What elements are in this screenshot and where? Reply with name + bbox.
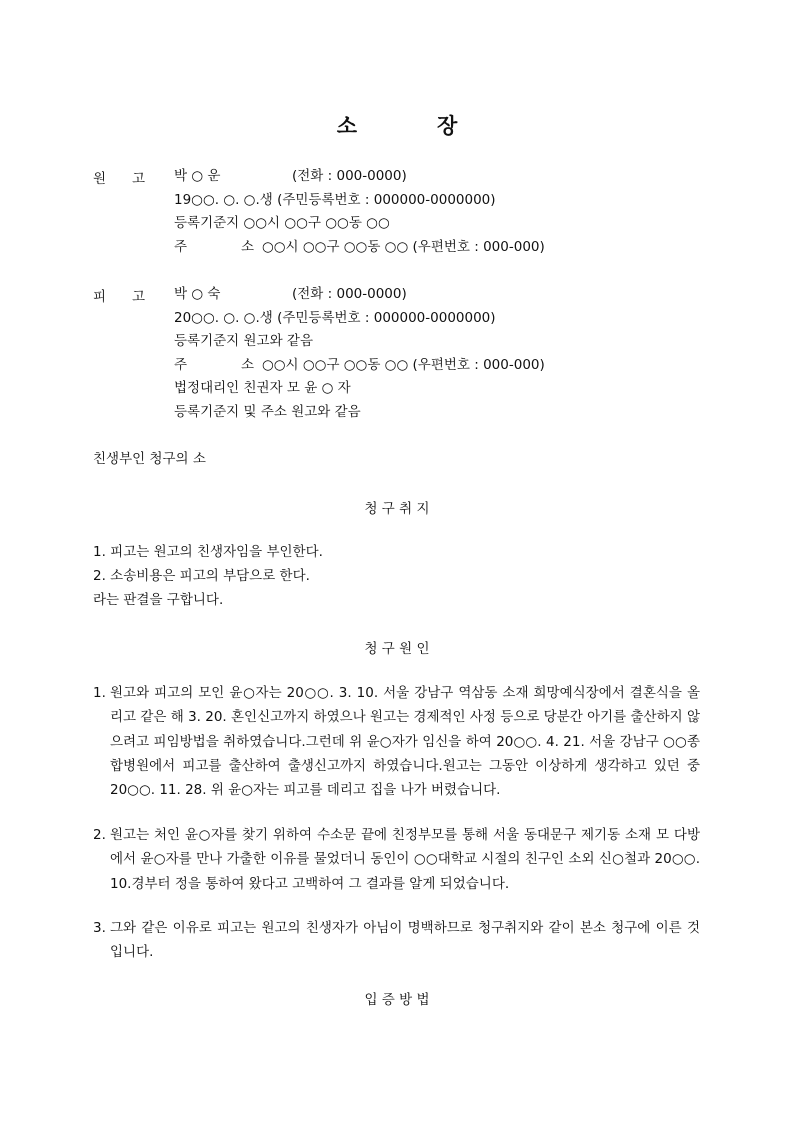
document-title <box>0 110 794 140</box>
defendant-address: ○○시 ○○구 ○○동 ○○ (우편번호 : 000-000) <box>262 357 545 373</box>
claim-cause-heading: 청 구 원 인 <box>364 641 430 657</box>
item-number: 3. <box>93 920 106 936</box>
claim-cause-item-1 <box>93 681 700 802</box>
item-text: 그와 같은 이유로 피고는 원고의 친생자가 아님이 명백하므로 청구취지와 같이 본소 청구에 이른 것입니다. <box>110 920 700 961</box>
claim-cause-item-2 <box>93 823 700 896</box>
item-number: 1. <box>93 685 106 701</box>
title-char-1: 소 <box>336 114 357 138</box>
defendant-label: 피 고 <box>93 289 146 305</box>
defendant-registry: 등록기준지 원고와 같음 <box>174 333 313 349</box>
item-text: 원고와 피고의 모인 윤○자는 20○○. 3. 10. 서울 강남구 역삼동 소재 희망예식장에서 결혼식을 올리고 같은 해 3. 20. 혼인신고까지 하였으나 원고는 경제적인 사정 등으로 당분간 아기를 출산하지 않으려고 피임방법을 취하였습니다.그런데 위 윤○자가 임신을 하여 20○○. 4. 21. 서울 강남구 ○○종합병원에서 피고를 출산하여 출생신고까지 하였습니다.원고는 그동안 이상하게 생각하고 있던 중 20○○. 11. 28. 위 윤○자는 피고를 데리고 집을 나가 버렸습니다. <box>110 685 700 799</box>
defendant-guardian-address: 등록기준지 및 주소 원고와 같음 <box>174 404 361 420</box>
plaintiff-registry: 등록기준지 ○○시 ○○구 ○○동 ○○ <box>174 215 390 231</box>
defendant-guardian: 법정대리인 친권자 모 윤 ○ 자 <box>174 380 351 396</box>
defendant-phone: (전화 : 000-0000) <box>292 286 407 302</box>
case-name: 친생부인 청구의 소 <box>93 451 206 467</box>
defendant-birth: 20○○. ○. ○.생 (주민등록번호 : 000000-0000000) <box>174 310 496 326</box>
plaintiff-birth: 19○○. ○. ○.생 (주민등록번호 : 000000-0000000) <box>174 192 496 208</box>
plaintiff-phone: (전화 : 000-0000) <box>292 168 407 184</box>
claim-cause-item-3 <box>93 916 700 965</box>
claim-purpose-heading: 청 구 취 지 <box>364 501 430 517</box>
plaintiff-address: ○○시 ○○구 ○○동 ○○ (우편번호 : 000-000) <box>262 239 545 255</box>
plaintiff-address-label: 주 소 <box>174 239 255 255</box>
defendant-name: 박 ○ 숙 <box>174 286 221 302</box>
item-number: 2. <box>93 827 106 843</box>
title-char-2: 장 <box>437 114 458 138</box>
evidence-heading: 입 증 방 법 <box>364 992 430 1008</box>
plaintiff-label: 원 고 <box>93 171 146 187</box>
plaintiff-name: 박 ○ 운 <box>174 168 221 184</box>
defendant-address-label: 주 소 <box>174 357 255 373</box>
claim-purpose-item-1: 1. 피고는 원고의 친생자임을 부인한다. <box>93 544 323 560</box>
claim-purpose-closing: 라는 판결을 구합니다. <box>93 592 224 608</box>
claim-purpose-item-2: 2. 소송비용은 피고의 부담으로 한다. <box>93 568 310 584</box>
item-text: 원고는 처인 윤○자를 찾기 위하여 수소문 끝에 친정부모를 통해 서울 동대문구 제기동 소재 모 다방에서 윤○자를 만나 가출한 이유를 물었더니 동인이 ○○대학교 시절의 친구인 소외 신○철과 20○○. 10.경부터 정을 통하여 왔다고 고백하여 그 결과를 알게 되었습니다. <box>110 827 700 892</box>
